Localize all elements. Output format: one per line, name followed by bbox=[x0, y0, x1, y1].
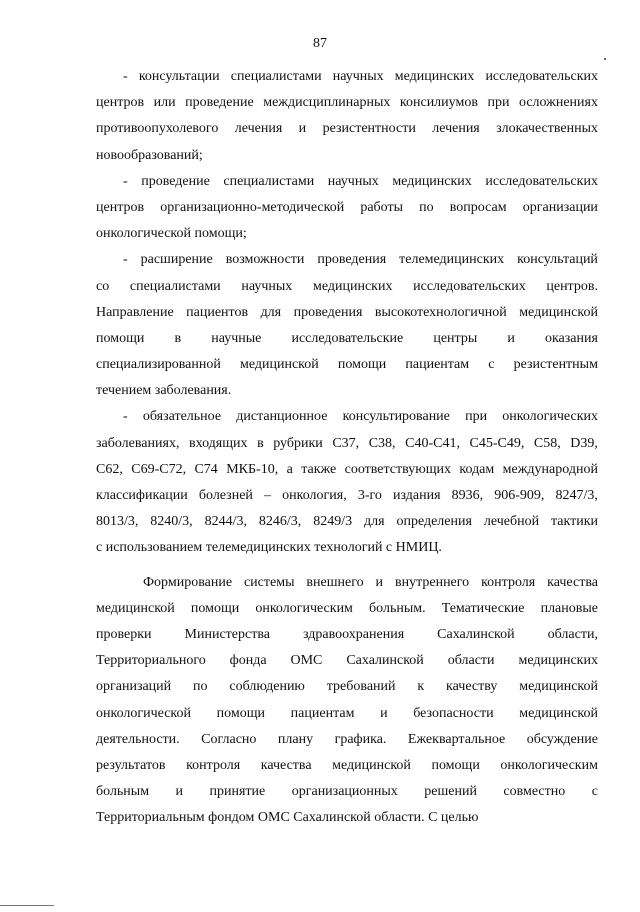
bullet-paragraph bbox=[96, 169, 598, 248]
text-line: - расширение возможности проведения телемедицинских консультаций bbox=[123, 252, 598, 268]
text-line: заболеваниях, входящих в рубрики С37, С38, С40-С41, С45-С49, С58, D39, bbox=[96, 435, 598, 451]
page-number: 87 bbox=[313, 36, 327, 51]
text-line: 8013/3, 8240/3, 8244/3, 8246/3, 8249/3 для определения лечебной тактики bbox=[96, 514, 598, 530]
text-line: со специалистами научных медицинских исследовательских центров. bbox=[96, 278, 598, 294]
bullet-paragraph bbox=[96, 64, 598, 169]
text-line: результатов контроля качества медицинской помощи онкологическим bbox=[96, 757, 598, 773]
text-line: проверки Министерства здравоохранения Сахалинской области, bbox=[96, 626, 598, 642]
text-line: медицинской помощи онкологическим больным. Тематические плановые bbox=[96, 600, 598, 616]
text-line: центров организационно-методической работы по вопросам организации bbox=[96, 199, 598, 215]
footer-rule bbox=[0, 905, 54, 906]
text-line: С62, С69-С72, С74 МКБ-10, а также соответствующих кодам международной bbox=[96, 461, 598, 477]
text-line: Территориального фонда ОМС Сахалинской области медицинских bbox=[96, 653, 598, 669]
text-line: онкологической помощи пациентам и безопасности медицинской bbox=[96, 705, 598, 721]
text-line: Территориальным фондом ОМС Сахалинской области. С целью bbox=[96, 810, 479, 826]
bullet-paragraph bbox=[96, 247, 598, 404]
text-line: классификации болезней – онкология, 3-го издания 8936, 906-909, 8247/3, bbox=[96, 488, 598, 503]
text-line: - обязательное дистанционное консультирование при онкологических bbox=[123, 409, 598, 425]
text-line: - проведение специалистами научных медицинских исследовательских bbox=[123, 173, 598, 189]
text-line: центров или проведение междисциплинарных консилиумов при осложнениях bbox=[96, 95, 598, 111]
scan-mark bbox=[604, 58, 606, 60]
text-line: онкологической помощи; bbox=[96, 226, 247, 242]
text-line: Формирование системы внешнего и внутреннего контроля качества bbox=[143, 574, 598, 590]
text-line: специализированной медицинской помощи пациентам с резистентным bbox=[96, 357, 598, 373]
text-line: Направление пациентов для проведения высокотехнологичной медицинской bbox=[96, 304, 598, 320]
text-line: течением заболевания. bbox=[96, 383, 232, 399]
text-line: с использованием телемедицинских технологий с НМИЦ. bbox=[96, 540, 442, 556]
document-body bbox=[96, 64, 598, 831]
text-line: новообразований; bbox=[96, 147, 203, 163]
text-line: противоопухолевого лечения и резистентности лечения злокачественных bbox=[96, 121, 598, 137]
text-line: помощи в научные исследовательские центры и оказания bbox=[96, 330, 598, 346]
text-paragraph bbox=[96, 570, 598, 832]
text-line: больным и принятие организационных решений совместно с bbox=[96, 784, 598, 800]
bullet-paragraph bbox=[96, 404, 598, 561]
text-line: организаций по соблюдению требований к качеству медицинской bbox=[96, 679, 598, 695]
text-line: деятельности. Согласно плану графика. Ежеквартальное обсуждение bbox=[96, 731, 598, 747]
text-line: - консультации специалистами научных медицинских исследовательских bbox=[123, 69, 598, 84]
